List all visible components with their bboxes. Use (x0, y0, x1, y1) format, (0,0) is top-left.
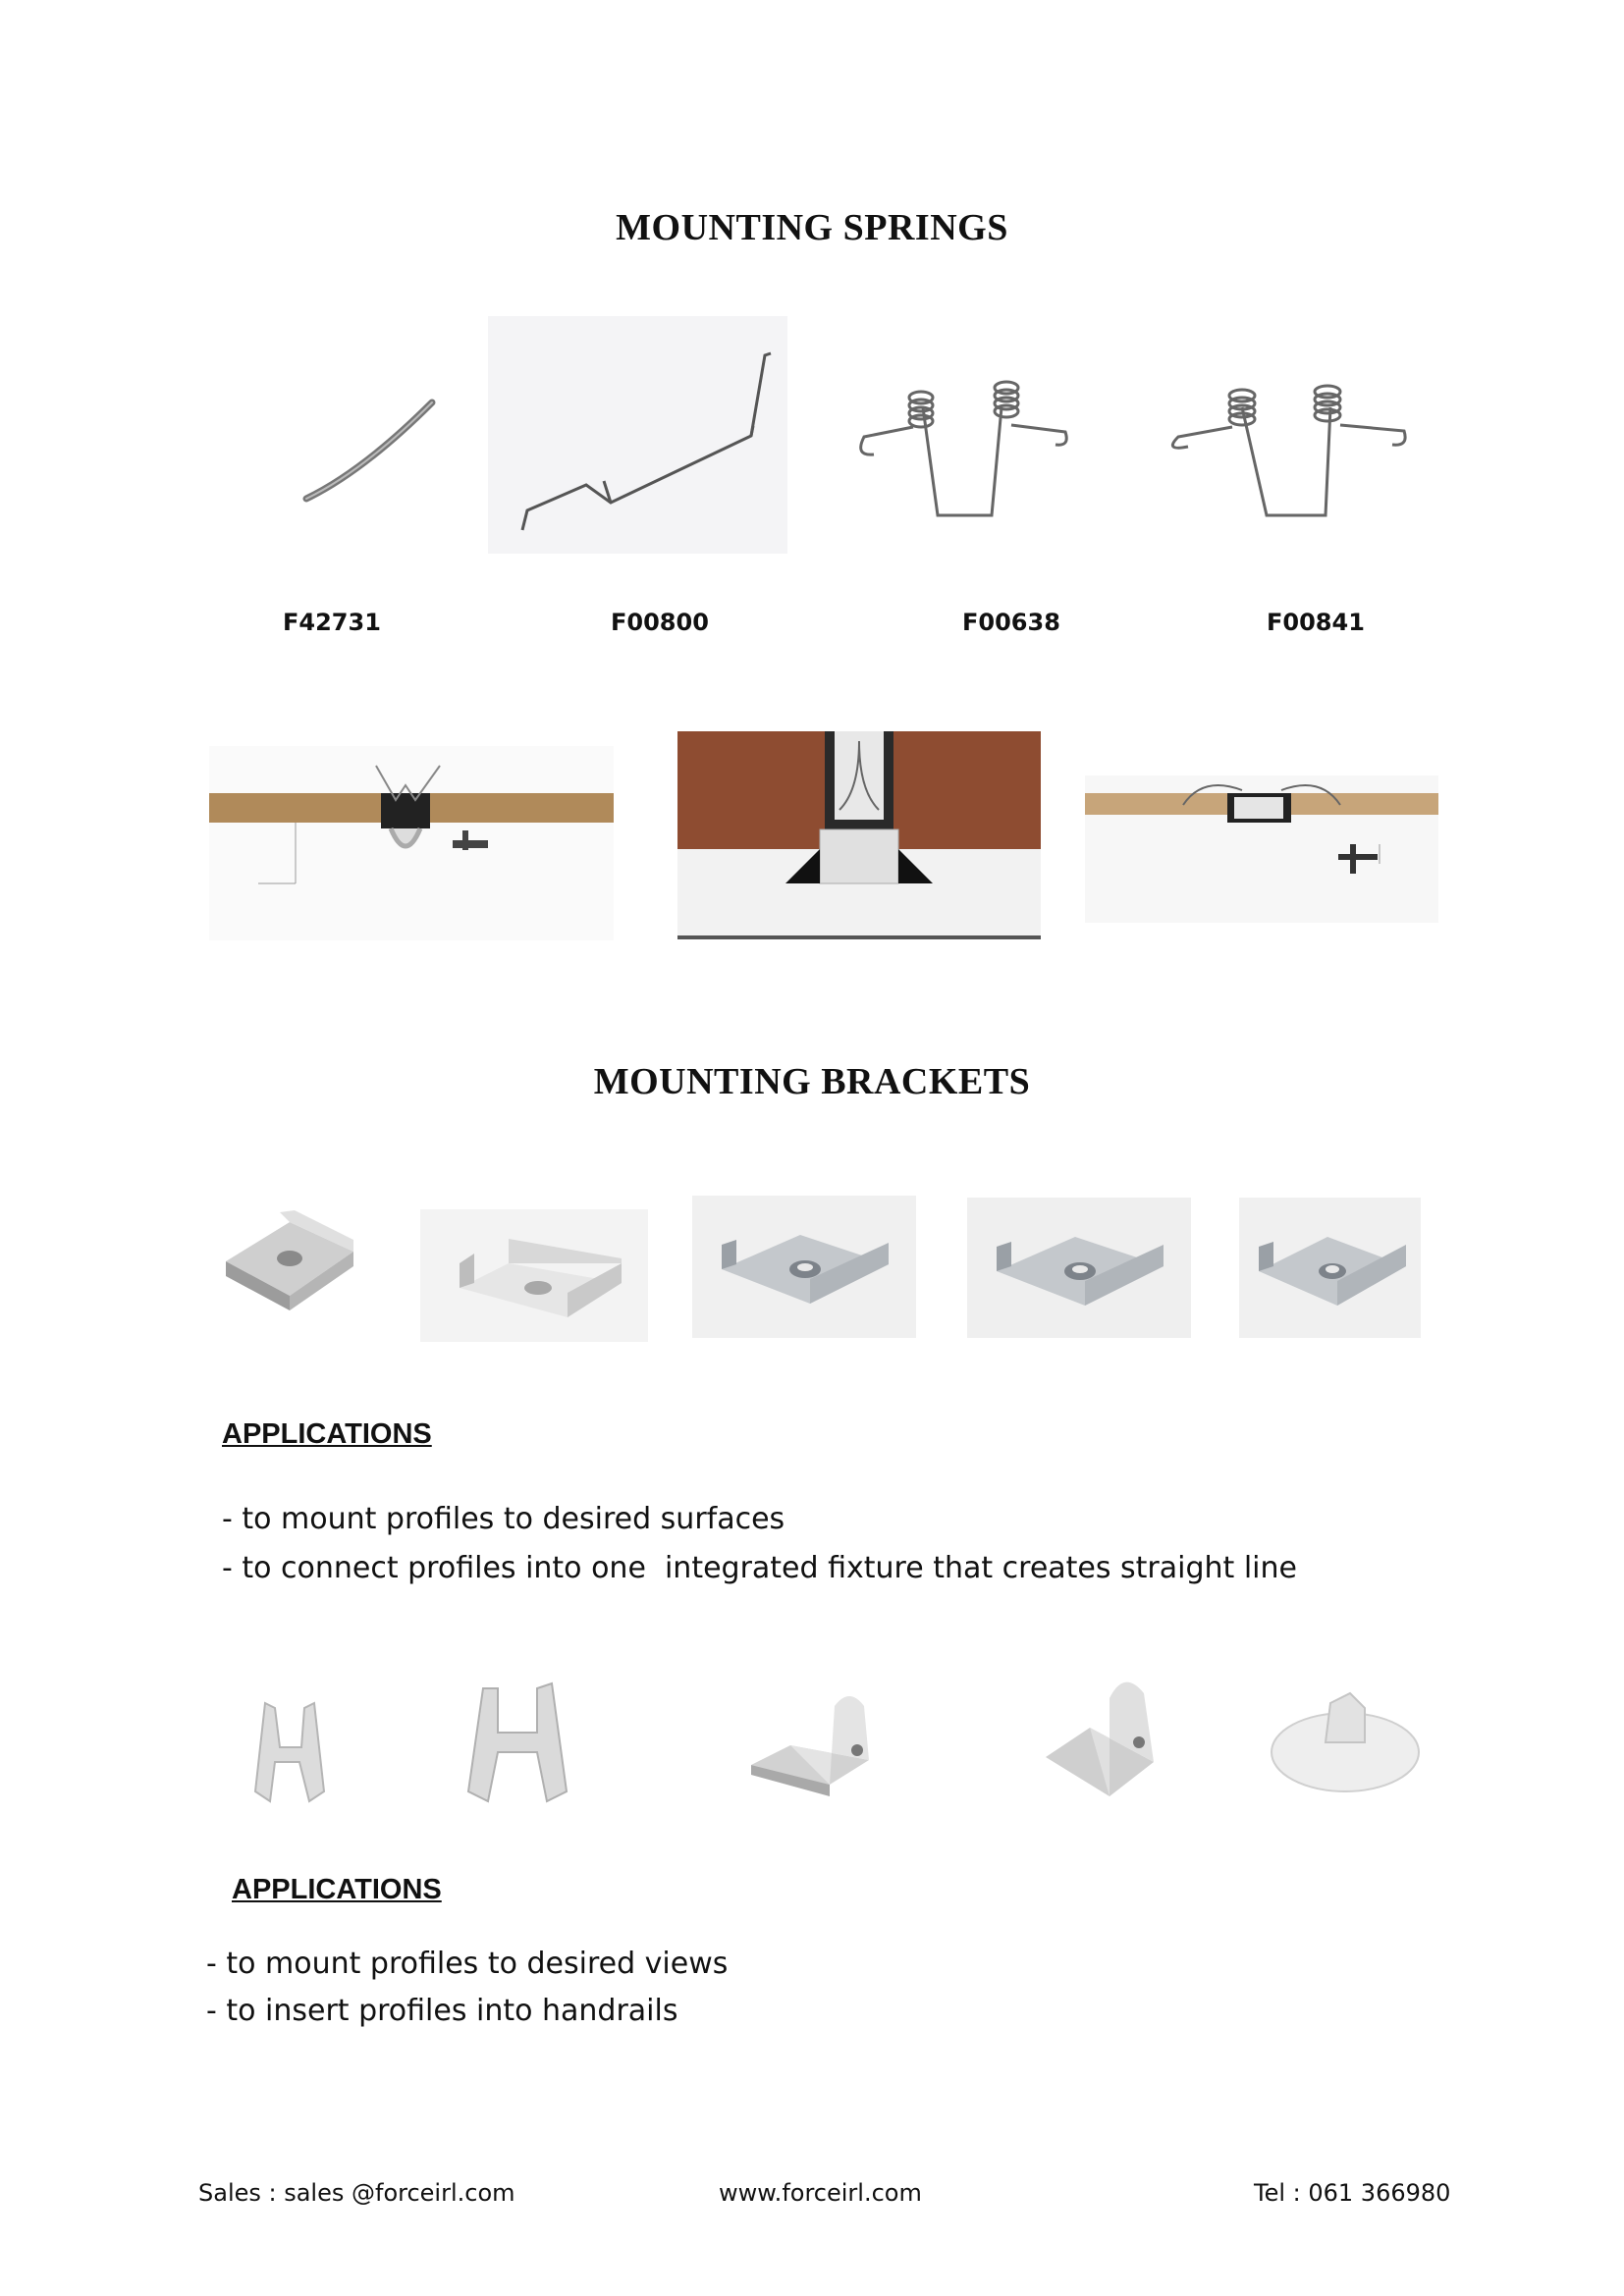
bracket-photo-1 (221, 1202, 360, 1315)
footer-website-link[interactable]: www.forceirl.com (719, 2179, 922, 2207)
spring-photo-f00638 (844, 348, 1085, 530)
springs-title: MOUNTING SPRINGS (616, 207, 1008, 248)
holder-photo-1 (741, 1677, 879, 1799)
brackets-title: MOUNTING BRACKETS (593, 1061, 1031, 1102)
spring-photo-f00800 (488, 316, 787, 554)
bracket-photo-4 (967, 1198, 1191, 1338)
spring-code-3: F00638 (962, 609, 1060, 636)
spring-photo-f42731 (285, 373, 461, 530)
installation-diagram-1 (209, 746, 614, 940)
holder-photo-2 (1031, 1659, 1164, 1801)
footer-sales: Sales : sales @forceirl.com (198, 2179, 515, 2207)
applications-2-item-2: - to insert profiles into handrails (206, 1994, 678, 2028)
spring-photo-f00841 (1149, 348, 1419, 530)
holder-photo-3 (1267, 1679, 1424, 1796)
applications-1-item-2: - to connect profiles into one integrated fixture that creates straight line (222, 1551, 1297, 1585)
applications-2-item-1: - to mount profiles to desired views (206, 1947, 729, 1981)
spring-code-1: F42731 (283, 609, 381, 636)
clip-photo-1 (241, 1693, 339, 1816)
bracket-photo-2 (420, 1209, 648, 1342)
bracket-photo-5 (1239, 1198, 1421, 1338)
bracket-photo-3 (692, 1196, 916, 1338)
spring-code-4: F00841 (1267, 609, 1365, 636)
applications-1-item-1: - to mount profiles to desired surfaces (222, 1502, 785, 1536)
installation-diagram-3 (1085, 775, 1438, 923)
applications-heading-1: APPLICATIONS (222, 1418, 432, 1450)
applications-heading-2: APPLICATIONS (232, 1874, 442, 1905)
spring-code-2: F00800 (611, 609, 709, 636)
clip-photo-2 (454, 1669, 586, 1816)
footer-tel: Tel : 061 366980 (1254, 2179, 1451, 2207)
installation-diagram-2 (677, 731, 1041, 939)
